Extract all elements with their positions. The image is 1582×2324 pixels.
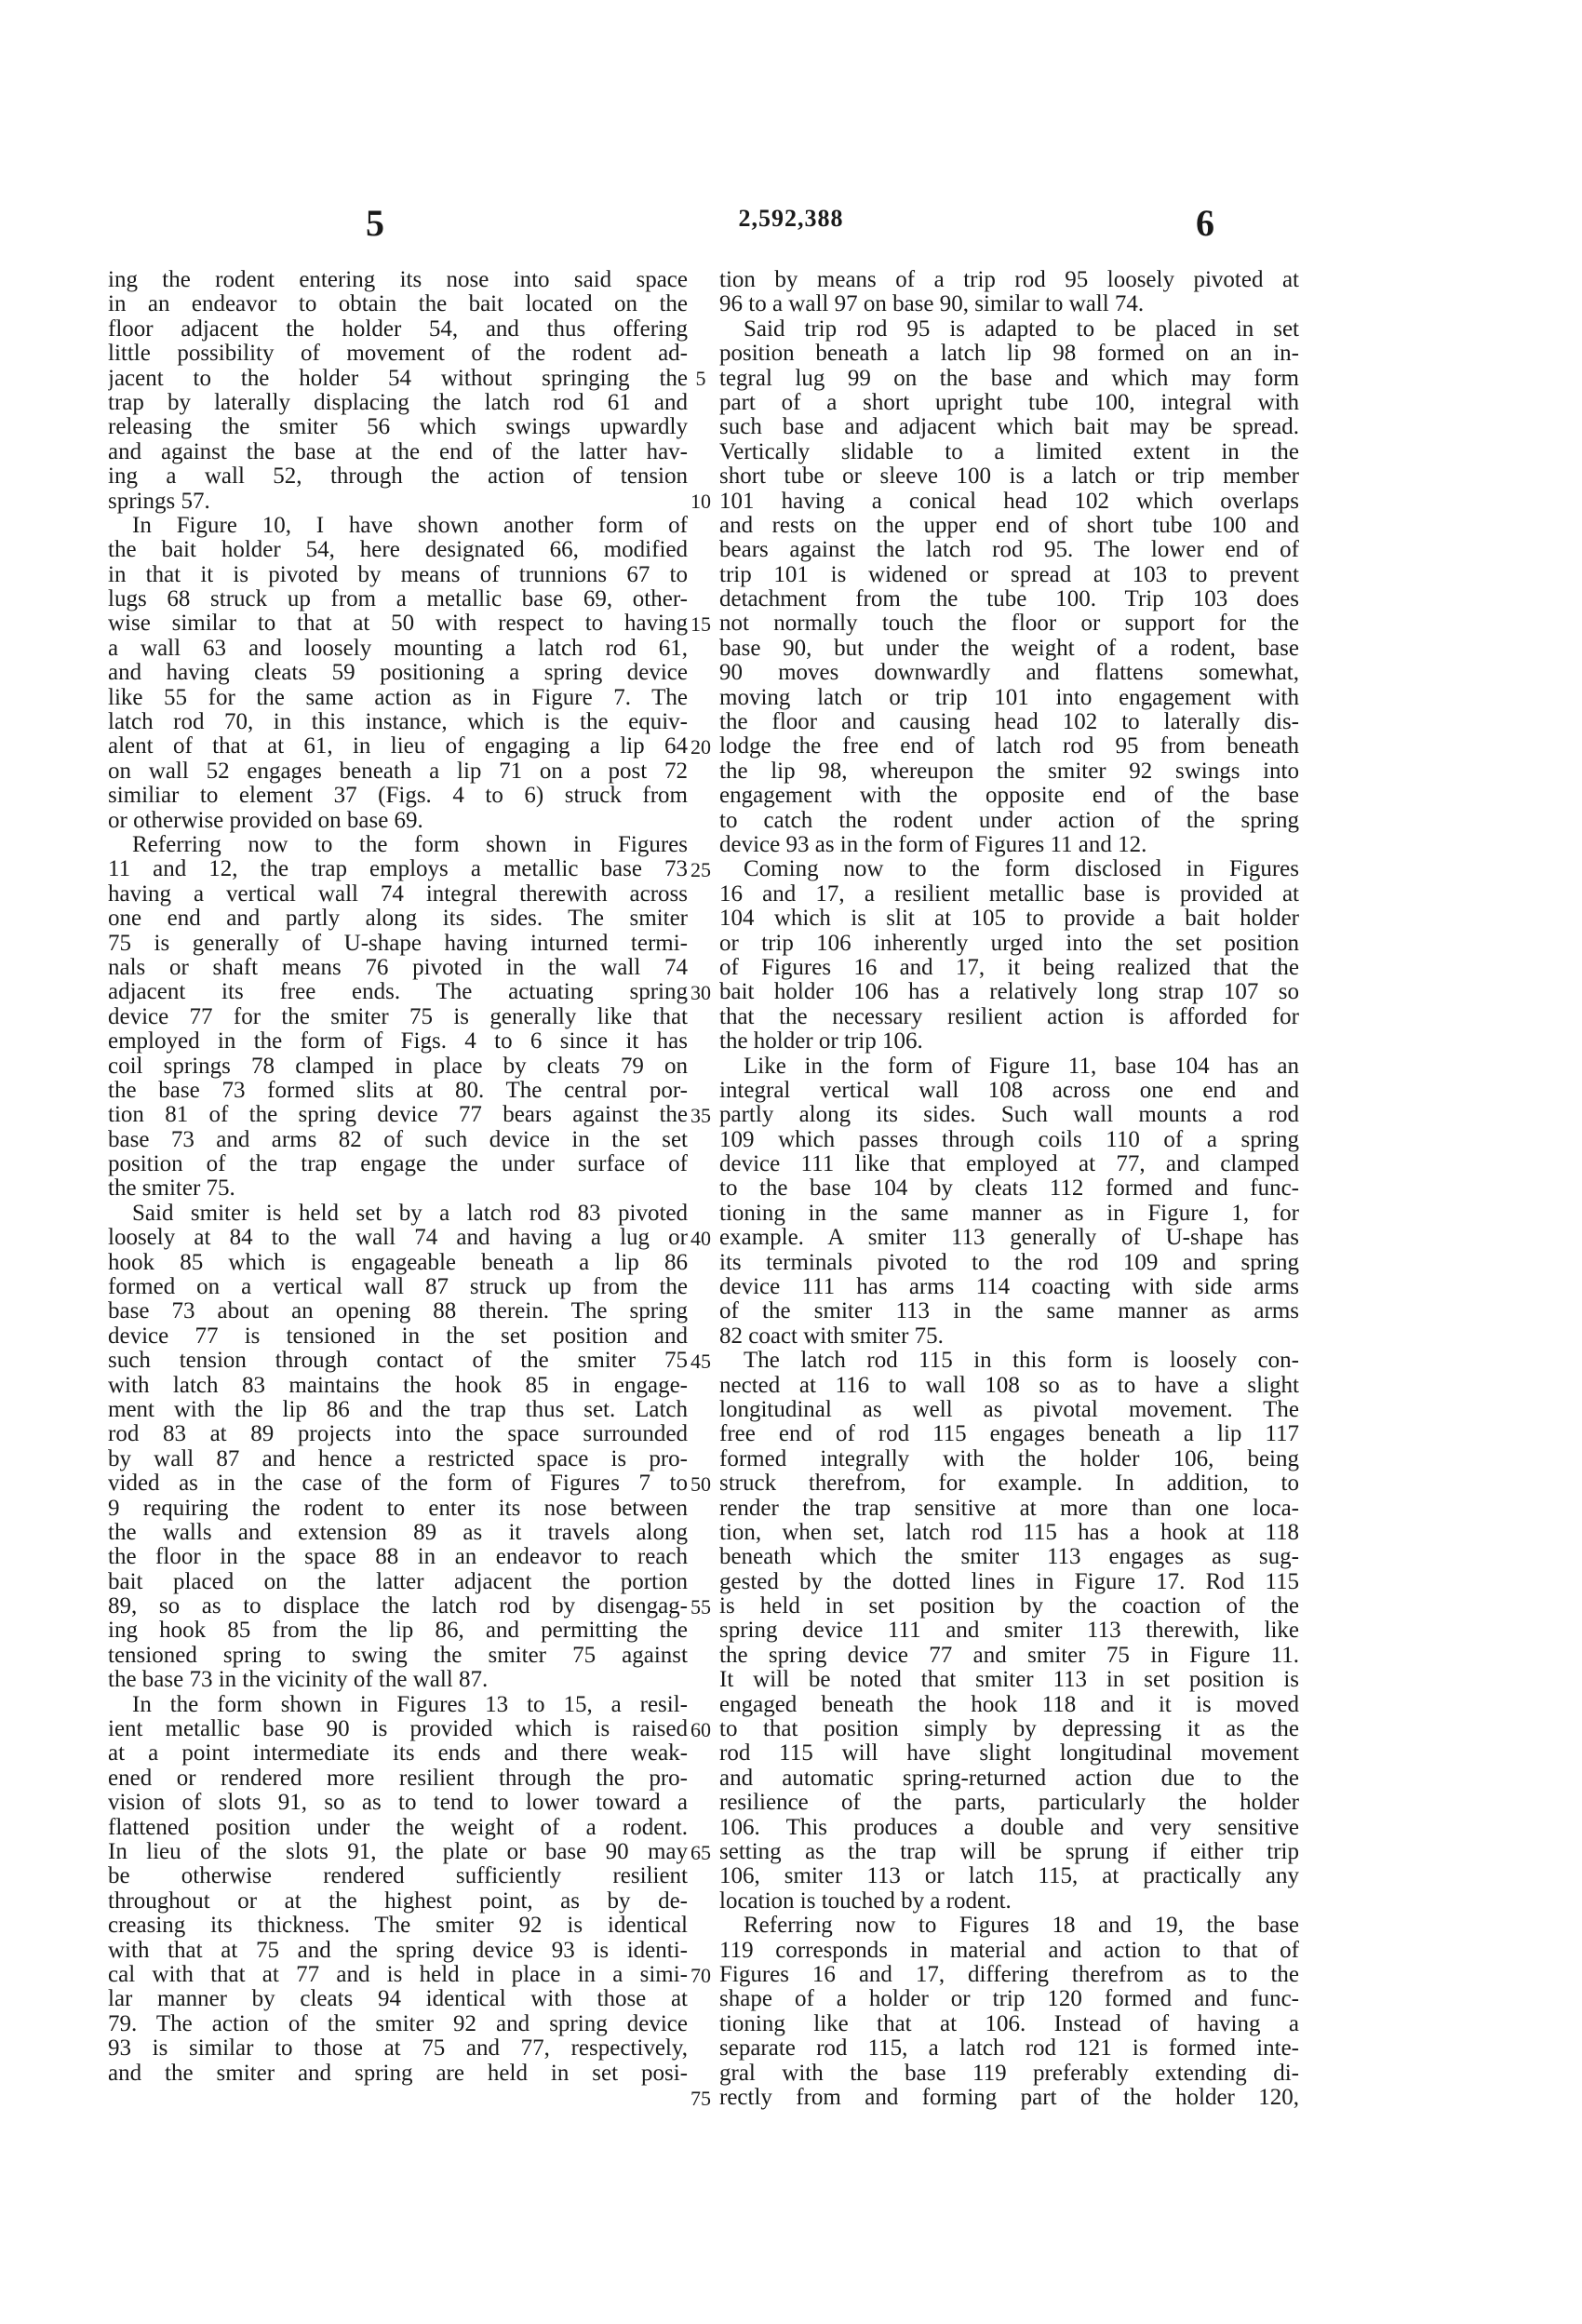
text-line: trip 101 is widened or spread at 103 to prevent <box>719 562 1299 587</box>
text-line: tion, when set, latch rod 115 has a hook at 118 <box>719 1520 1299 1545</box>
text-line: of the smiter 113 in the same manner as arms <box>719 1299 1299 1324</box>
line-number: 65 <box>690 1840 711 1864</box>
line-number: 50 <box>690 1471 711 1496</box>
text-line: little possibility of movement of the rodent ad- <box>108 342 688 367</box>
text-line: wise similar to that at 50 with respect to having <box>108 611 688 637</box>
text-line: Said trip rod 95 is adapted to be placed in set <box>744 316 1299 342</box>
text-line: free end of rod 115 engages beneath a lip 117 <box>719 1422 1299 1447</box>
text-line: The latch rod 115 in this form is loosely con- <box>744 1349 1299 1374</box>
text-line: lodge the free end of latch rod 95 from beneath <box>719 734 1299 759</box>
text-line: 90 moves downwardly and flattens somewhat, <box>719 661 1299 686</box>
text-line: engagement with the opposite end of the base <box>719 784 1299 809</box>
line-number: 40 <box>690 1226 711 1250</box>
text-line: the base 73 in the vicinity of the wall 87. <box>108 1668 489 1693</box>
page-number-right: 6 <box>1196 202 1215 244</box>
text-line: integral vertical wall 108 across one end and <box>719 1078 1299 1103</box>
text-line: 106, smiter 113 or latch 115, at practically any <box>719 1864 1299 1889</box>
text-line: base 73 and arms 82 of such device in the set <box>108 1127 688 1152</box>
text-line: with that at 75 and the spring device 93 is identi- <box>108 1938 688 1963</box>
text-line: springs 57. <box>108 489 210 514</box>
text-line: adjacent its free ends. The actuating spring <box>108 980 688 1005</box>
line-number: 75 <box>690 2086 711 2110</box>
text-line: flattened position under the weight of a rodent. <box>108 1815 688 1840</box>
text-line: tion 81 of the spring device 77 bears against the <box>108 1103 688 1128</box>
text-line: floor adjacent the holder 54, and thus offering <box>108 316 688 342</box>
line-number: 15 <box>690 611 711 636</box>
text-line: to catch the rodent under action of the spring <box>719 808 1299 833</box>
text-line: 89, so as to displace the latch rod by disengag- <box>108 1594 688 1619</box>
line-number: 60 <box>690 1717 711 1741</box>
text-line: ing the rodent entering its nose into said space <box>108 268 688 292</box>
text-line: having a vertical wall 74 integral therewith across <box>108 881 688 907</box>
text-line: vision of slots 91, so as to tend to lower toward a <box>108 1791 688 1816</box>
text-line: device 93 as in the form of Figures 11 and 12. <box>719 832 1147 857</box>
text-line: beneath which the smiter 113 engages as sug- <box>719 1545 1299 1570</box>
text-line: longitudinal as well as pivotal movement. The <box>719 1397 1299 1422</box>
text-line: 16 and 17, a resilient metallic base is provided at <box>719 881 1299 907</box>
text-line: jacent to the holder 54 without springing the <box>108 366 688 391</box>
text-line: Referring now to Figures 18 and 19, the base <box>744 1914 1299 1939</box>
text-line: In Figure 10, I have shown another form of <box>132 513 688 538</box>
text-line: In the form shown in Figures 13 to 15, a resil- <box>132 1692 688 1717</box>
text-line: position of the trap engage the under surface of <box>108 1152 688 1177</box>
line-number: 10 <box>690 489 711 513</box>
text-line: 79. The action of the smiter 92 and spring device <box>108 2011 688 2036</box>
text-line: It will be noted that smiter 113 in set position is <box>719 1668 1299 1693</box>
line-number: 25 <box>690 857 711 881</box>
text-line: ing a wall 52, through the action of tension <box>108 464 688 490</box>
text-line: 9 requiring the rodent to enter its nose between <box>108 1496 688 1521</box>
text-line: the bait holder 54, here designated 66, modified <box>108 538 688 563</box>
text-line: device 111 like that employed at 77, and clamped <box>719 1152 1299 1177</box>
text-line: be otherwise rendered sufficiently resilient <box>108 1864 688 1889</box>
line-number: 45 <box>690 1349 711 1373</box>
text-line: nals or shaft means 76 pivoted in the wall 74 <box>108 955 688 980</box>
text-line: like 55 for the same action as in Figure 7. The <box>108 685 688 710</box>
text-line: example. A smiter 113 generally of U-shape has <box>719 1226 1299 1251</box>
text-line: partly along its sides. Such wall mounts a rod <box>719 1103 1299 1128</box>
text-line: throughout or at the highest point, as by de- <box>108 1888 688 1914</box>
line-number: 55 <box>690 1594 711 1619</box>
text-line: gral with the base 119 preferably extending di- <box>719 2061 1299 2086</box>
text-line: with latch 83 maintains the hook 85 in engage- <box>108 1373 688 1398</box>
text-line: short tube or sleeve 100 is a latch or trip member <box>719 464 1299 490</box>
text-line: ened or rendered more resilient through the pro- <box>108 1766 688 1791</box>
text-line: is held in set position by the coaction of the <box>719 1594 1299 1619</box>
text-line: formed on a vertical wall 87 struck up from the <box>108 1275 688 1300</box>
text-line: releasing the smiter 56 which swings upwardly <box>108 415 688 440</box>
text-line: or otherwise provided on base 69. <box>108 808 423 833</box>
text-line: gested by the dotted lines in Figure 17. Rod 115 <box>719 1569 1299 1594</box>
text-line: 104 which is slit at 105 to provide a bait holder <box>719 907 1299 932</box>
text-line: lugs 68 struck up from a metallic base 69, other- <box>108 587 688 612</box>
text-line: rectly from and forming part of the holder 120, <box>719 2085 1299 2110</box>
text-line: Coming now to the form disclosed in Figures <box>744 857 1299 882</box>
text-line: 93 is similar to those at 75 and 77, respectively, <box>108 2036 688 2062</box>
patent-number: 2,592,388 <box>738 205 844 232</box>
text-line: trap by laterally displacing the latch rod 61 and <box>108 390 688 415</box>
text-line: 82 coact with smiter 75. <box>719 1323 944 1349</box>
line-number: 35 <box>690 1103 711 1127</box>
text-line: similiar to element 37 (Figs. 4 to 6) struck from <box>108 784 688 809</box>
right-column <box>719 268 1299 2110</box>
text-line: coil springs 78 clamped in place by cleats 79 on <box>108 1054 688 1079</box>
text-line: in an endeavor to obtain the bait located on the <box>108 292 688 317</box>
text-line: employed in the form of Figs. 4 to 6 since it has <box>108 1029 688 1055</box>
text-line: base 73 about an opening 88 therein. The spring <box>108 1299 688 1324</box>
text-line: 101 having a conical head 102 which overlaps <box>719 489 1299 514</box>
line-number: 20 <box>690 734 711 759</box>
text-line: detachment from the tube 100. Trip 103 does <box>719 587 1299 612</box>
text-line: 106. This produces a double and very sensitive <box>719 1815 1299 1840</box>
text-line: location is touched by a rodent. <box>719 1888 1012 1914</box>
text-line: setting as the trap will be sprung if either trip <box>719 1840 1299 1864</box>
text-line: at a point intermediate its ends and there weak- <box>108 1741 688 1767</box>
text-line: 109 which passes through coils 110 of a spring <box>719 1127 1299 1152</box>
text-line: Like in the form of Figure 11, base 104 has an <box>744 1054 1299 1079</box>
text-line: alent of that at 61, in lieu of engaging a lip 64 <box>108 734 688 759</box>
text-line: render the trap sensitive at more than one loca- <box>719 1496 1299 1521</box>
text-line: engaged beneath the hook 118 and it is moved <box>719 1692 1299 1717</box>
text-line: resilience of the parts, particularly the holder <box>719 1791 1299 1816</box>
text-line: tioning like that at 106. Instead of having a <box>719 2011 1299 2036</box>
text-line: rod 83 at 89 projects into the space surrounded <box>108 1422 688 1447</box>
text-line: formed integrally with the holder 106, being <box>719 1446 1299 1471</box>
text-line: by wall 87 and hence a restricted space is pro- <box>108 1446 688 1471</box>
text-line: ing hook 85 from the lip 86, and permitting the <box>108 1619 688 1644</box>
text-line: Vertically slidable to a limited extent in the <box>719 439 1299 464</box>
text-line: Said smiter is held set by a latch rod 83 pivoted <box>132 1201 688 1226</box>
text-line: and rests on the upper end of short tube 100 and <box>719 513 1299 538</box>
text-line: rod 115 will have slight longitudinal movement <box>719 1741 1299 1767</box>
text-line: struck therefrom, for example. In addition, to <box>719 1471 1299 1497</box>
text-line: latch rod 70, in this instance, which is the equiv- <box>108 710 688 735</box>
text-line: separate rod 115, a latch rod 121 is formed inte- <box>719 2036 1299 2062</box>
text-line: nected at 116 to wall 108 so as to have a slight <box>719 1373 1299 1398</box>
text-line: device 111 has arms 114 coacting with side arms <box>719 1275 1299 1300</box>
text-line: moving latch or trip 101 into engagement with <box>719 685 1299 710</box>
page-number-left: 5 <box>366 202 385 244</box>
text-line: and against the base at the end of the latter hav- <box>108 439 688 464</box>
text-line: hook 85 which is engageable beneath a lip 86 <box>108 1250 688 1275</box>
text-line: Referring now to the form shown in Figures <box>132 832 688 857</box>
text-line: the base 73 formed slits at 80. The central por- <box>108 1078 688 1103</box>
text-line: and having cleats 59 positioning a spring device <box>108 661 688 686</box>
text-line: one end and partly along its sides. The smiter <box>108 907 688 932</box>
text-line: in that it is pivoted by means of trunnions 67 to <box>108 562 688 587</box>
text-line: bait placed on the latter adjacent the portion <box>108 1569 688 1594</box>
text-line: the lip 98, whereupon the smiter 92 swings into <box>719 759 1299 784</box>
text-line: its terminals pivoted to the rod 109 and spring <box>719 1250 1299 1275</box>
text-line: tensioned spring to swing the smiter 75 against <box>108 1643 688 1668</box>
text-line: 96 to a wall 97 on base 90, similar to wall 74. <box>719 292 1145 317</box>
text-line: ment with the lip 86 and the trap thus set. Latch <box>108 1397 688 1422</box>
text-line: base 90, but under the weight of a rodent, base <box>719 636 1299 661</box>
text-line: spring device 111 and smiter 113 therewith, like <box>719 1619 1299 1644</box>
text-line: a wall 63 and loosely mounting a latch rod 61, <box>108 636 688 661</box>
text-line: that the necessary resilient action is afforded for <box>719 1004 1299 1029</box>
text-line: the spring device 77 and smiter 75 in Figure 11. <box>719 1643 1299 1668</box>
line-number: 70 <box>690 1963 711 1987</box>
text-line: the holder or trip 106. <box>719 1029 923 1055</box>
text-line: device 77 is tensioned in the set position and <box>108 1323 688 1349</box>
text-line: ient metallic base 90 is provided which is raised <box>108 1717 688 1742</box>
text-line: lar manner by cleats 94 identical with those at <box>108 1987 688 2012</box>
text-line: and the smiter and spring are held in set posi- <box>108 2061 688 2086</box>
text-line: on wall 52 engages beneath a lip 71 on a post 72 <box>108 759 688 784</box>
text-line: the walls and extension 89 as it travels along <box>108 1520 688 1545</box>
text-line: loosely at 84 to the wall 74 and having a lug or <box>108 1226 688 1251</box>
text-line: 119 corresponds in material and action to that of <box>719 1938 1299 1963</box>
text-line: the floor and causing head 102 to laterally dis- <box>719 710 1299 735</box>
text-line: bait holder 106 has a relatively long strap 107 so <box>719 980 1299 1005</box>
text-line: to that position simply by depressing it as the <box>719 1717 1299 1742</box>
text-line: part of a short upright tube 100, integral with <box>719 390 1299 415</box>
text-line: not normally touch the floor or support for the <box>719 611 1299 637</box>
text-line: bears against the latch rod 95. The lower end of <box>719 538 1299 563</box>
text-line: the smiter 75. <box>108 1176 235 1202</box>
text-line: such tension through contact of the smiter 75 <box>108 1349 688 1374</box>
text-line: 75 is generally of U-shape having inturned termi- <box>108 931 688 956</box>
text-line: Figures 16 and 17, differing therefrom as to the <box>719 1962 1299 1987</box>
left-column <box>108 268 688 2086</box>
text-line: cal with that at 77 and is held in place in a simi- <box>108 1962 688 1987</box>
text-line: or trip 106 inherently urged into the set position <box>719 931 1299 956</box>
line-number: 30 <box>690 980 711 1004</box>
text-line: to the base 104 by cleats 112 formed and func- <box>719 1176 1299 1202</box>
text-line: In lieu of the slots 91, the plate or base 90 may <box>108 1840 688 1864</box>
text-line: such base and adjacent which bait may be spread. <box>719 415 1299 440</box>
line-number: 5 <box>695 366 706 390</box>
text-line: tioning in the same manner as in Figure 1, for <box>719 1201 1299 1226</box>
text-line: the floor in the space 88 in an endeavor to reach <box>108 1545 688 1570</box>
text-line: tegral lug 99 on the base and which may form <box>719 366 1299 391</box>
text-line: and automatic spring-returned action due to the <box>719 1766 1299 1791</box>
text-line: creasing its thickness. The smiter 92 is identical <box>108 1914 688 1939</box>
text-line: tion by means of a trip rod 95 loosely pivoted at <box>719 268 1299 292</box>
text-line: 11 and 12, the trap employs a metallic base 73 <box>108 857 688 882</box>
text-line: device 77 for the smiter 75 is generally like that <box>108 1004 688 1029</box>
text-line: vided as in the case of the form of Figures 7 to <box>108 1471 688 1497</box>
text-line: shape of a holder or trip 120 formed and func- <box>719 1987 1299 2012</box>
text-line: of Figures 16 and 17, it being realized that the <box>719 955 1299 980</box>
text-line: position beneath a latch lip 98 formed on an in- <box>719 342 1299 367</box>
